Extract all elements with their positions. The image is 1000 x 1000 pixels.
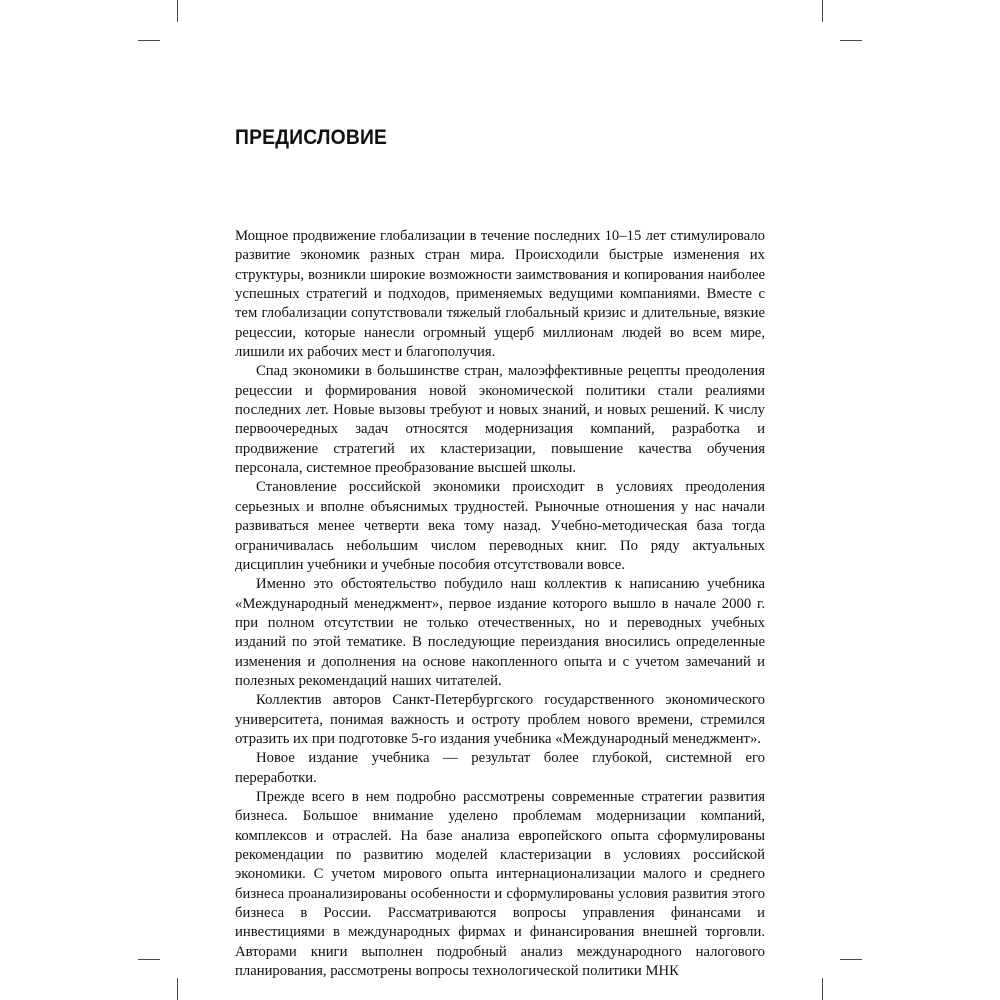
- crop-mark: [177, 978, 178, 1000]
- crop-mark: [822, 978, 823, 1000]
- crop-mark: [822, 0, 823, 22]
- paragraph: Новое издание учебника — результат более глубокой, системной его переработки.: [235, 750, 765, 786]
- paragraph: Становление российской экономики происходит в условиях преодоления серьезных и вполне объяснимых трудностей. Рыночные отношения у нас начали развиваться менее четверти века тому назад. Учебно-методическая база тогда ограничивалась небольшим числом переводных книг. По ряду актуальных дисциплин учебники и учебные пособия отсутствовали вовсе.: [235, 479, 765, 573]
- paragraph: Именно это обстоятельство побудило наш коллектив к написанию учебника «Международный менеджмент», первое издание которого вышло в начале 2000 г. при полном отсутствии не только отечественных, но и переводных учебных изданий по этой тематике. В последующие переиздания вносились определенные изменения и дополнения на основе накопленного опыта и с учетом замечаний и полезных рекомендаций наших читателей.: [235, 576, 765, 689]
- paragraph: Коллектив авторов Санкт-Петербургского государственного экономического университета, понимая важность и остроту проблем нового времени, стремился отразить их при подготовке 5-го издания учебника «Международный менеджмент».: [235, 692, 765, 747]
- crop-mark: [138, 40, 160, 41]
- crop-mark: [138, 959, 160, 960]
- paragraph: Прежде всего в нем подробно рассмотрены современные стратегии развития бизнеса. Большое внимание уделено проблемам модернизации компаний, комплексов и отраслей. На базе анализа европейского опыта сформулированы рекомендации по развитию моделей кластеризации в условиях российской экономики. С учетом мирового опыта интернационализации малого и среднего бизнеса проанализированы особенности и сформулированы условия развития этого бизнеса в России. Рассматриваются вопросы управления финансами и инвестициями в международных фирмах и финансирования внешней торговли. Авторами книги выполнен подробный анализ международного налогового планирования, рассмотрены вопросы технологической политики МНК: [235, 788, 765, 980]
- crop-mark: [177, 0, 178, 22]
- paragraph: Спад экономики в большинстве стран, малоэффективные рецепты преодоления рецессии и формирования новой экономической политики стали реалиями последних лет. Новые вызовы требуют и новых знаний, и новых решений. К числу первоочередных задач относятся модернизация компаний, разработка и продвижение стратегий их кластеризации, повышение качества обучения персонала, системное преобразование высшей школы.: [235, 363, 765, 477]
- crop-mark: [840, 959, 862, 960]
- page-title: ПРЕДИСЛОВИЕ: [235, 126, 388, 149]
- body-text: [235, 227, 765, 981]
- crop-mark: [840, 40, 862, 41]
- paragraph: Мощное продвижение глобализации в течение последних 10–15 лет стимулировало развитие экономик разных стран мира. Происходили быстрые изменения их структуры, возникли широкие возможности заимствования и копирования наиболее успешных стратегий и подходов, применяемых ведущими компаниями. Вместе с тем глобализации сопутствовали тяжелый глобальный кризис и длительные, вязкие рецессии, которые нанесли огромный ущерб миллионам людей во всем мире, лишили их рабочих мест и благополучия.: [235, 228, 765, 361]
